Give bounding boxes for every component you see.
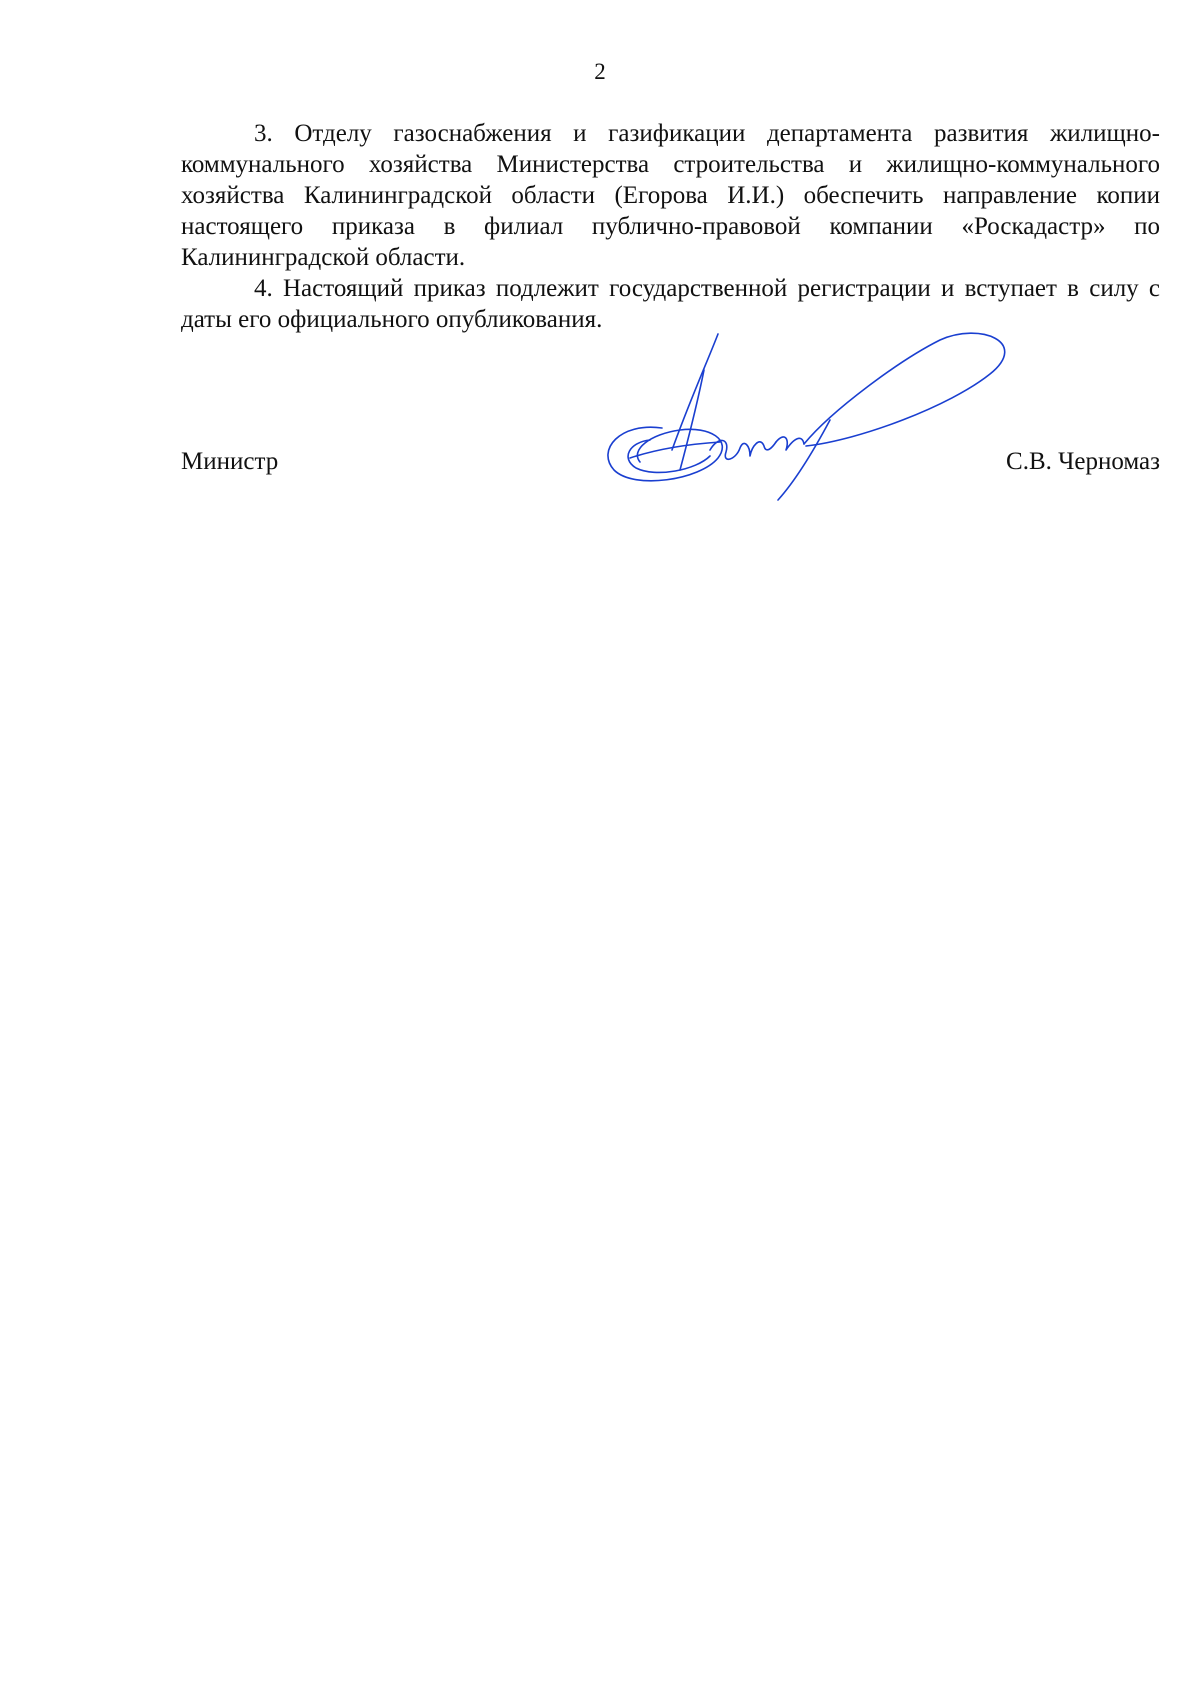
signature-strokes: [608, 333, 1005, 500]
signatory-name: С.В. Черномаз: [1006, 448, 1160, 475]
page-number: 2: [594, 59, 606, 84]
signatory-title: Министр: [181, 448, 279, 475]
paragraph-item-3: 3. Отделу газоснабжения и газификации департамента развития жилищно-коммунального хозяйства Министерства строительства и жилищно-коммунального хозяйства Калининградской области (Егорова И.И.) обеспечить направление копии настоящего приказа в филиал публично-правовой компании «Роскадастр» по Калининградской области.: [181, 120, 1160, 271]
handwritten-signature: [600, 330, 1040, 530]
paragraph-item-4: 4. Настоящий приказ подлежит государственной регистрации и вступает в силу с даты его официального опубликования.: [181, 275, 1160, 333]
document-body: [181, 118, 1160, 335]
